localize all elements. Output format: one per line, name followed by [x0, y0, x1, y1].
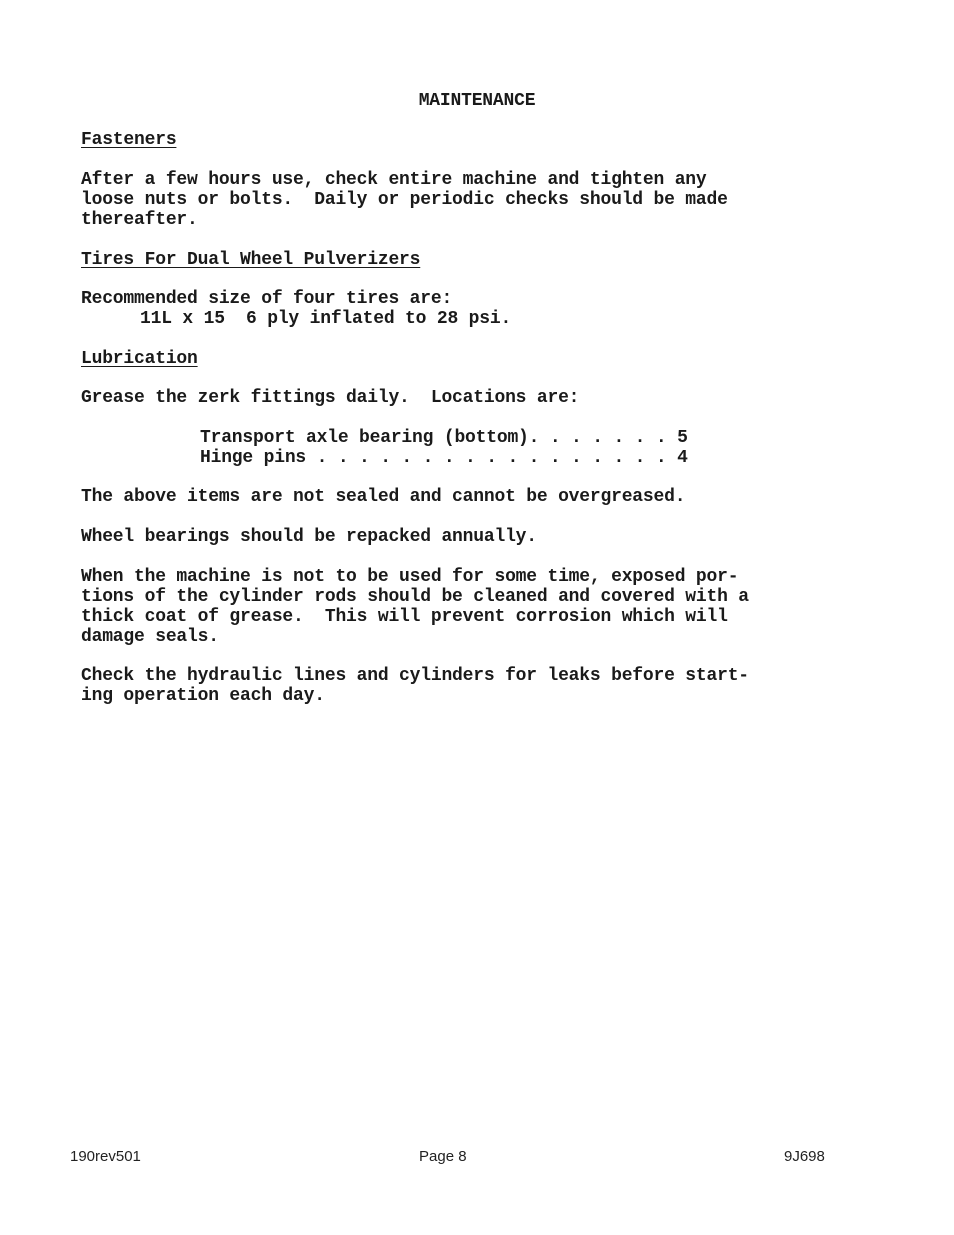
page-title: MAINTENANCE [418, 91, 536, 111]
footer-document-code: 9J698 [784, 1148, 825, 1165]
storage-text-line: thick coat of grease. This will prevent corrosion which will [81, 607, 728, 627]
tire-size-spec: 11L x 15 6 ply inflated to 28 psi. [140, 309, 512, 329]
fasteners-text-line: loose nuts or bolts. Daily or periodic checks should be made [81, 190, 728, 210]
lubrication-heading: Lubrication [81, 349, 198, 369]
footer-revision-code: 190rev501 [70, 1148, 141, 1165]
fasteners-heading: Fasteners [81, 130, 177, 150]
grease-location-item: Transport axle bearing (bottom). . . . . . . 5 [200, 428, 688, 448]
footer-page-number: Page 8 [419, 1148, 467, 1165]
fasteners-text-line: thereafter. [81, 210, 198, 230]
grease-intro-text: Grease the zerk fittings daily. Locations are: [81, 388, 580, 408]
wheel-bearings-note-text: Wheel bearings should be repacked annually. [81, 527, 537, 547]
storage-text-line: damage seals. [81, 627, 219, 647]
fasteners-text-line: After a few hours use, check entire machine and tighten any [81, 170, 707, 190]
hydraulic-check-text-line: Check the hydraulic lines and cylinders for leaks before start- [81, 666, 749, 686]
storage-text-line: When the machine is not to be used for some time, exposed por- [81, 567, 739, 587]
grease-location-item: Hinge pins . . . . . . . . . . . . . . . . . 4 [200, 448, 688, 468]
tires-heading: Tires For Dual Wheel Pulverizers [81, 250, 421, 270]
sealed-note-text: The above items are not sealed and cannot be overgreased. [81, 487, 686, 507]
tires-recommendation-text: Recommended size of four tires are: [81, 289, 453, 309]
hydraulic-check-text-line: ing operation each day. [81, 686, 325, 706]
storage-text-line: tions of the cylinder rods should be cleaned and covered with a [81, 587, 749, 607]
